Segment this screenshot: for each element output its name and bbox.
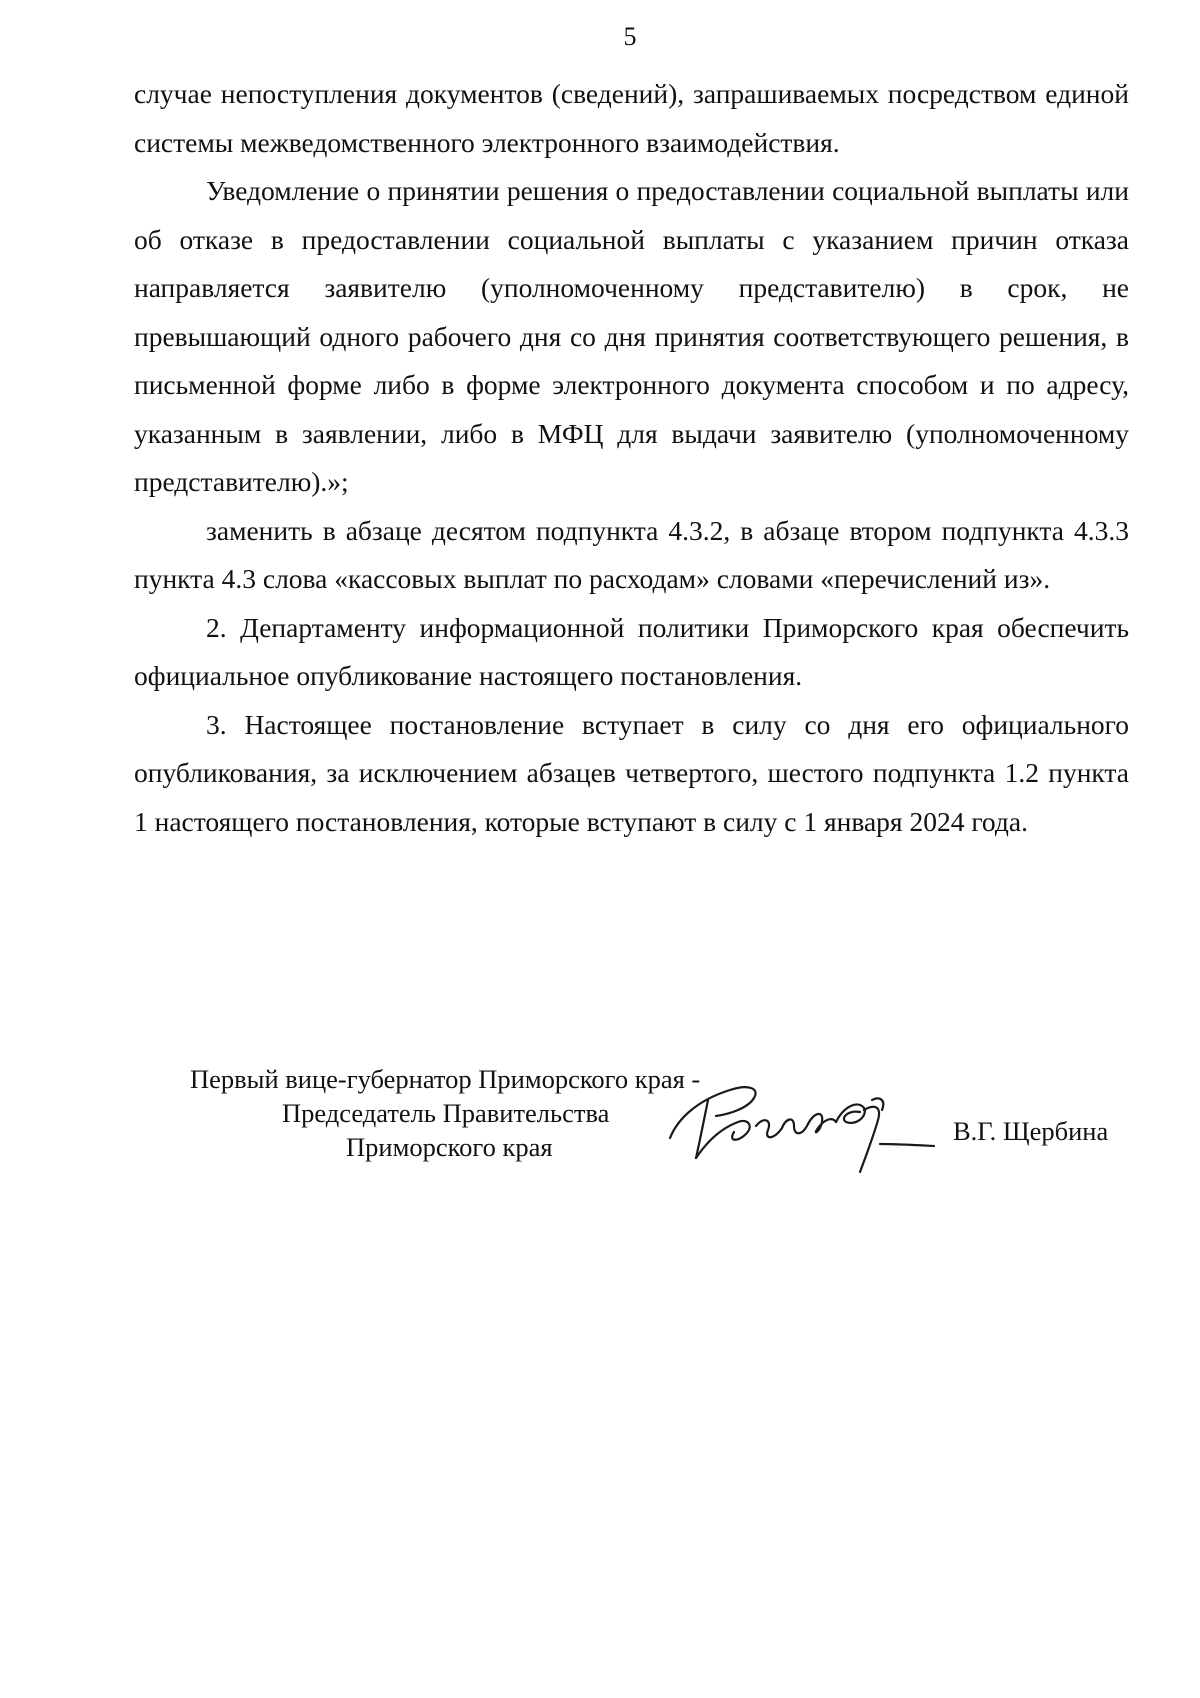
signatory-title-line3: Приморского края	[346, 1132, 553, 1162]
paragraph-continuation: случае непоступления документов (сведений), запрашиваемых посредством единой системы межведомственного электронного взаимодействия.	[134, 78, 1129, 158]
signatory-name: В.Г. Щербина	[953, 1116, 1109, 1146]
signatory-title-line1: Первый вице-губернатор Приморского края -	[190, 1064, 701, 1094]
paragraph-notification: Уведомление о принятии решения о предоставлении социальной выплаты или об отказе в предоставлении социальной выплаты с указанием причин отказа направляется заявителю (уполномоченному представителю) в срок, не превышающий одного рабочего дня со дня принятия соответствующего решения, в письменной форме либо в форме электронного документа способом и по адресу, указанным в заявлении, либо в МФЦ для выдачи заявителю (уполномоченному представителю).»;	[134, 175, 1129, 497]
paragraph-item-2: 2. Департаменту информационной политики Приморского края обеспечить официальное опубликование настоящего постановления.	[134, 611, 1129, 691]
signatory-title-line2: Председатель Правительства	[282, 1098, 610, 1128]
paragraph-amendment: заменить в абзаце десятом подпункта 4.3.2, в абзаце втором подпункта 4.3.3 пункта 4.3 слова «кассовых выплат по расходам» словами «перечислений из».	[134, 514, 1129, 594]
page-number: 5	[623, 22, 637, 51]
paragraph-item-3: 3. Настоящее постановление вступает в силу со дня его официального опубликования, за исключением абзацев четвертого, шестого подпункта 1.2 пункта 1 настоящего постановления, которые вступают в силу с 1 января 2024 года.	[134, 708, 1129, 837]
signature-block	[0, 1062, 1200, 1182]
handwritten-signature	[668, 1070, 938, 1180]
document-body	[134, 70, 1129, 846]
